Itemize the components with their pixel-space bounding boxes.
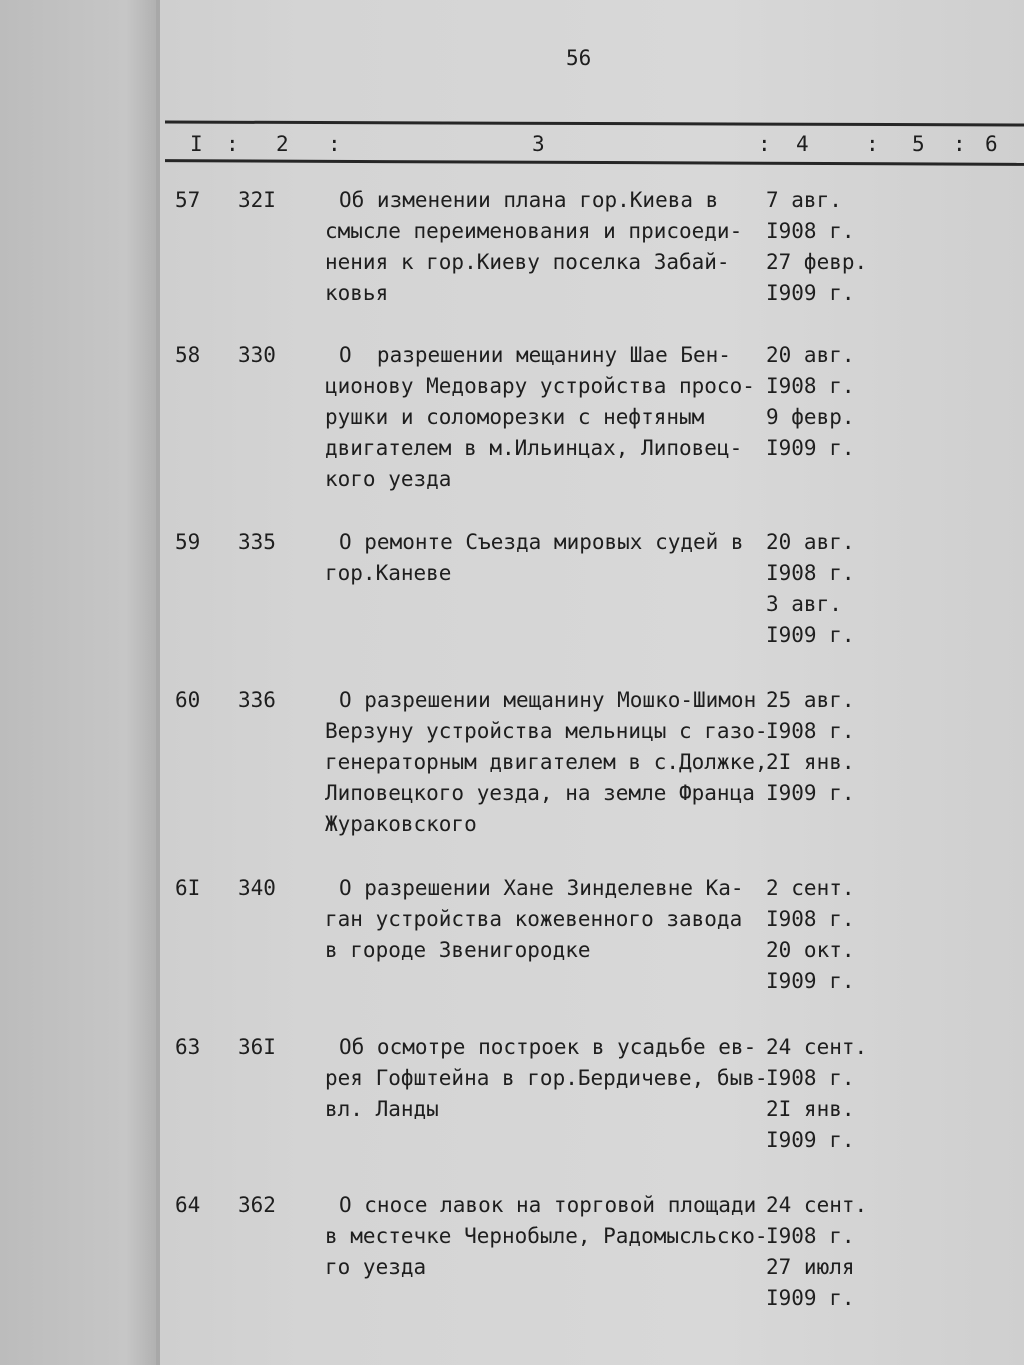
date-line: I908 г. <box>766 374 855 398</box>
case-title <box>325 685 768 840</box>
date-line: 20 окт. <box>766 938 855 962</box>
case-dates <box>766 527 855 651</box>
file-number: 330 <box>238 343 276 367</box>
title-line: рушки и соломорезки с нефтяным <box>325 405 705 429</box>
case-title <box>325 1190 768 1283</box>
title-line: в городе Звенигородке <box>325 938 591 962</box>
date-line: I909 г. <box>766 781 855 805</box>
date-line: 7 авг. <box>766 188 842 212</box>
title-line: ган устройства кожевенного завода <box>325 907 743 931</box>
case-title <box>325 185 742 309</box>
row-number: 59 <box>175 530 201 554</box>
date-line: 2I янв. <box>766 1097 855 1121</box>
title-line: Об осмотре построек в усадьбе ев- <box>339 1035 757 1059</box>
date-line: 9 февр. <box>766 405 855 429</box>
column-header: 5 <box>912 132 925 156</box>
row-number: 64 <box>175 1193 201 1217</box>
date-line: 20 авг. <box>766 343 855 367</box>
date-line: 2 сент. <box>766 876 855 900</box>
case-title <box>325 527 744 589</box>
case-dates <box>766 185 867 309</box>
title-line: Верзуну устройства мельницы с газо- <box>325 719 768 743</box>
case-title <box>325 873 744 966</box>
file-number: 362 <box>238 1193 276 1217</box>
title-line: О разрешении Хане Зинделевне Ка- <box>339 876 744 900</box>
column-header: I <box>190 132 203 156</box>
title-line: генераторным двигателем в с.Должке, <box>325 750 768 774</box>
case-title <box>325 1032 768 1125</box>
file-number: 32I <box>238 188 276 212</box>
row-number: 6I <box>175 876 201 900</box>
adjacent-page <box>0 0 158 1365</box>
date-line: 3 авг. <box>766 592 842 616</box>
page-edge <box>156 0 160 1365</box>
title-line: нения к гор.Киеву поселка Забай- <box>325 250 730 274</box>
file-number: 36I <box>238 1035 276 1059</box>
file-number: 336 <box>238 688 276 712</box>
title-line: смысле переименования и присоеди- <box>325 219 743 243</box>
title-line: кого уезда <box>325 467 452 491</box>
date-line: 24 сент. <box>766 1193 868 1217</box>
column-header: 3 <box>532 132 545 156</box>
title-line: Жураковского <box>325 812 477 836</box>
date-line: I909 г. <box>766 1286 855 1310</box>
case-dates <box>766 685 855 809</box>
date-line: I909 г. <box>766 436 855 460</box>
date-line: I908 г. <box>766 219 855 243</box>
title-line: в местечке Чернобыле, Радомысльско- <box>325 1224 768 1248</box>
title-line: О разрешении мещанину Шае Бен- <box>339 343 731 367</box>
file-number: 335 <box>238 530 276 554</box>
date-line: I908 г. <box>766 719 855 743</box>
column-separator: : <box>758 132 771 156</box>
date-line: 24 сент. <box>766 1035 868 1059</box>
header-rule-bottom <box>165 159 1024 166</box>
title-line: ковья <box>325 281 389 305</box>
case-dates <box>766 873 855 997</box>
row-number: 57 <box>175 188 201 212</box>
column-header: 2 <box>276 132 289 156</box>
header-rule-top <box>165 121 1024 127</box>
row-number: 58 <box>175 343 201 367</box>
title-line: двигателем в м.Ильинцах, Липовец- <box>325 436 743 460</box>
row-number: 60 <box>175 688 201 712</box>
case-dates <box>766 340 855 464</box>
case-title <box>325 340 755 495</box>
column-separator: : <box>328 132 341 156</box>
title-line: рея Гофштейна в гор.Бердичеве, быв- <box>325 1066 768 1090</box>
case-dates <box>766 1032 867 1156</box>
date-line: I908 г. <box>766 907 855 931</box>
date-line: I909 г. <box>766 1128 855 1152</box>
case-dates <box>766 1190 867 1314</box>
date-line: 2I янв. <box>766 750 855 774</box>
date-line: 25 авг. <box>766 688 855 712</box>
title-line: гор.Каневе <box>325 561 452 585</box>
date-line: I908 г. <box>766 561 855 585</box>
column-header: 4 <box>796 132 809 156</box>
column-separator: : <box>953 132 966 156</box>
title-line: Липовецкого уезда, на земле Франца <box>325 781 755 805</box>
file-number: 340 <box>238 876 276 900</box>
title-line: О сносе лавок на торговой площади <box>339 1193 757 1217</box>
date-line: I909 г. <box>766 969 855 993</box>
title-line: Об изменении плана гор.Киева в <box>339 188 719 212</box>
title-line: О ремонте Съезда мировых судей в <box>339 530 744 554</box>
date-line: 27 июля <box>766 1255 855 1279</box>
title-line: го уезда <box>325 1255 427 1279</box>
date-line: I909 г. <box>766 281 855 305</box>
column-header: 6 <box>985 132 998 156</box>
date-line: I909 г. <box>766 623 855 647</box>
page-number: 56 <box>566 46 592 70</box>
column-separator: : <box>226 132 239 156</box>
date-line: I908 г. <box>766 1224 855 1248</box>
date-line: I908 г. <box>766 1066 855 1090</box>
title-line: вл. Ланды <box>325 1097 439 1121</box>
title-line: О разрешении мещанину Мошко-Шимон <box>339 688 757 712</box>
title-line: ционову Медовару устройства просо- <box>325 374 755 398</box>
row-number: 63 <box>175 1035 201 1059</box>
column-separator: : <box>866 132 879 156</box>
date-line: 20 авг. <box>766 530 855 554</box>
date-line: 27 февр. <box>766 250 868 274</box>
